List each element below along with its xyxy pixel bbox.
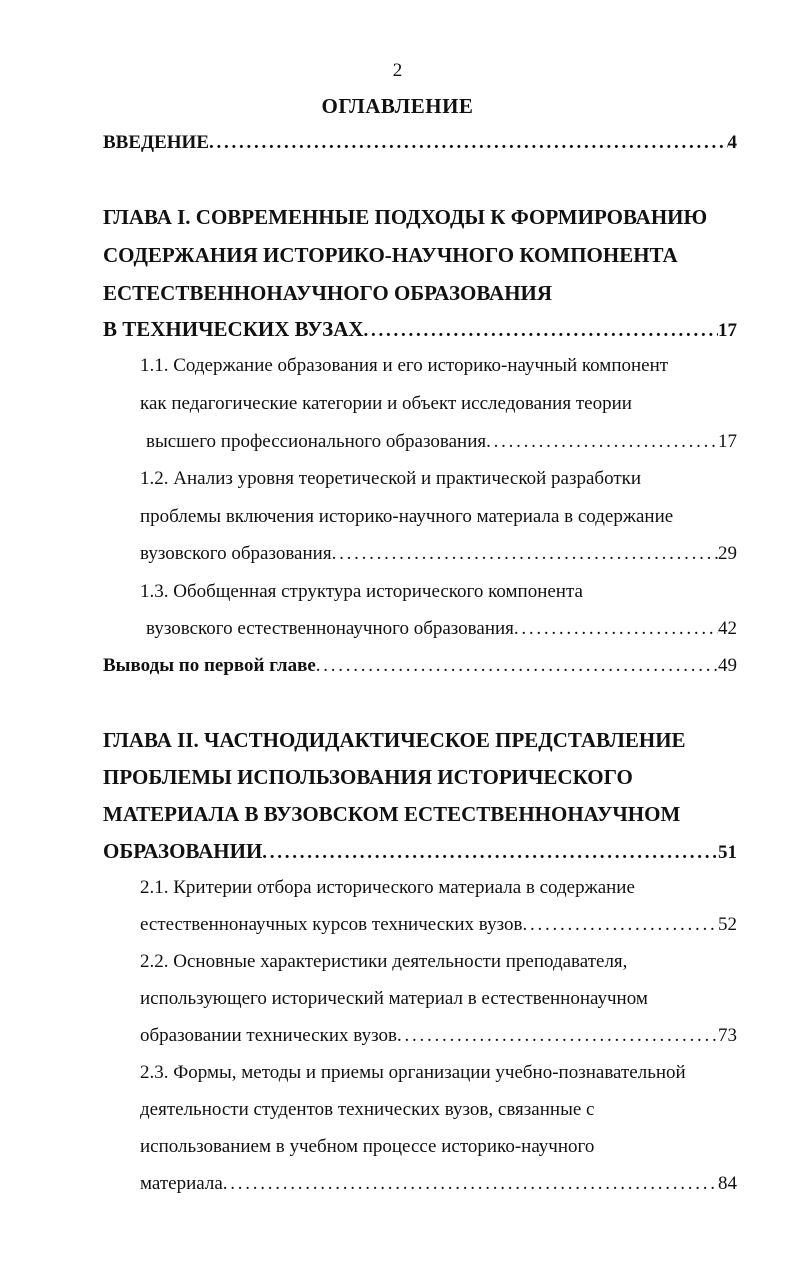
toc-entry-section-1-3[interactable] xyxy=(146,617,737,641)
leader-dots xyxy=(514,617,718,641)
toc-entry-page: 29 xyxy=(718,543,737,564)
leader-dots xyxy=(364,319,718,343)
page-title: ОГЛАВЛЕНИЕ xyxy=(321,94,474,118)
leader-dots xyxy=(397,1024,718,1048)
toc-entry-label: вузовского естественнонаучного образования xyxy=(146,618,514,639)
toc-entry-label: высшего профессионального образования xyxy=(146,431,487,452)
leader-dots xyxy=(316,654,718,678)
leader-dots xyxy=(223,1172,718,1196)
chapter1-heading-line: ГЛАВА I. СОВРЕМЕННЫЕ ПОДХОДЫ К ФОРМИРОВАНИЮ xyxy=(103,205,708,229)
leader-dots xyxy=(522,913,718,937)
toc-entry-page: 49 xyxy=(718,655,737,676)
chapter2-heading-line: МАТЕРИАЛА В ВУЗОВСКОМ ЕСТЕСТВЕННОНАУЧНОМ xyxy=(103,802,681,826)
toc-entry-label: Выводы по первой главе xyxy=(103,655,316,676)
toc-entry-section-1-1[interactable] xyxy=(146,430,737,454)
section-2-3-line: использованием в учебном процессе историко-научного xyxy=(140,1136,595,1157)
chapter2-heading-line: ГЛАВА II. ЧАСТНОДИДАКТИЧЕСКОЕ ПРЕДСТАВЛЕНИЕ xyxy=(103,728,686,752)
leader-dots xyxy=(209,131,728,155)
toc-entry-conclusions[interactable] xyxy=(103,654,737,678)
chapter1-heading-line: ЕСТЕСТВЕННОНАУЧНОГО ОБРАЗОВАНИЯ xyxy=(103,281,553,305)
section-2-3-line: 2.3. Формы, методы и приемы организации учебно-познавательной xyxy=(140,1062,686,1083)
toc-entry-page: 52 xyxy=(718,914,737,935)
toc-entry-chapter1[interactable] xyxy=(103,317,737,341)
toc-entry-page: 4 xyxy=(727,132,737,153)
toc-entry-section-2-1[interactable] xyxy=(140,913,737,937)
toc-entry-label: материала xyxy=(140,1173,223,1194)
section-2-3-line: деятельности студентов технических вузов, связанные с xyxy=(140,1099,595,1120)
section-1-1-line: 1.1. Содержание образования и его историко-научный компонент xyxy=(140,355,669,376)
toc-entry-label: ОБРАЗОВАНИИ xyxy=(103,839,263,863)
toc-entry-label: В ТЕХНИЧЕСКИХ ВУЗАХ xyxy=(103,317,364,341)
section-1-1-line: как педагогические категории и объект исследования теории xyxy=(140,393,632,414)
section-1-3-line: 1.3. Обобщенная структура исторического компонента xyxy=(140,581,583,602)
toc-entry-label: естественнонаучных курсов технических вузов xyxy=(140,914,523,935)
toc-entry-label: вузовского образования xyxy=(140,543,332,564)
toc-entry-page: 73 xyxy=(718,1025,737,1046)
toc-entry-page: 17 xyxy=(718,320,737,341)
chapter2-heading-line: ПРОБЛЕМЫ ИСПОЛЬЗОВАНИЯ ИСТОРИЧЕСКОГО xyxy=(103,765,633,789)
section-2-2-line: 2.2. Основные характеристики деятельности преподавателя, xyxy=(140,951,628,972)
toc-entry-section-2-2[interactable] xyxy=(140,1024,737,1048)
section-1-2-line: 1.2. Анализ уровня теоретической и практической разработки xyxy=(140,468,642,489)
toc-entry-page: 51 xyxy=(718,842,737,863)
toc-entry-page: 84 xyxy=(718,1173,737,1194)
section-2-2-line: использующего исторический материал в естественнонаучном xyxy=(140,988,648,1009)
toc-entry-label: ВВЕДЕНИЕ xyxy=(103,132,209,153)
toc-entry-section-1-2[interactable] xyxy=(140,542,737,566)
page-number: 2 xyxy=(392,60,403,81)
toc-entry-page: 42 xyxy=(718,618,737,639)
toc-entry-section-2-3[interactable] xyxy=(140,1172,737,1196)
chapter1-heading-line: СОДЕРЖАНИЯ ИСТОРИКО-НАУЧНОГО КОМПОНЕНТА xyxy=(103,243,678,267)
section-2-1-line: 2.1. Критерии отбора исторического материала в содержание xyxy=(140,877,635,898)
toc-entry-chapter2[interactable] xyxy=(103,839,737,863)
leader-dots xyxy=(332,542,718,566)
toc-entry-page: 17 xyxy=(718,431,737,452)
section-1-2-line: проблемы включения историко-научного материала в содержание xyxy=(140,506,674,527)
toc-entry-label: образовании технических вузов xyxy=(140,1025,397,1046)
toc-entry-intro[interactable] xyxy=(103,131,737,155)
leader-dots xyxy=(486,430,718,454)
leader-dots xyxy=(262,841,718,865)
